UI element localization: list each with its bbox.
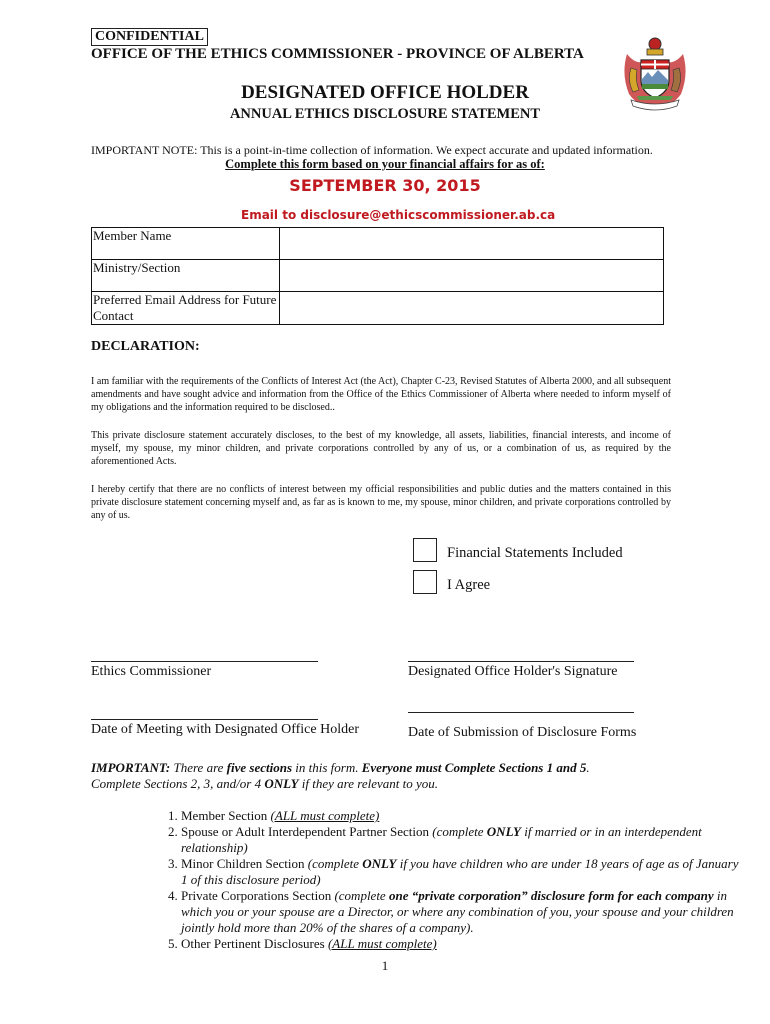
ethics-commissioner-label: Ethics Commissioner [91, 664, 212, 679]
meeting-date-label: Date of Meeting with Designated Office Holder [91, 722, 359, 737]
reporting-date: SEPTEMBER 30, 2015 [289, 176, 481, 195]
list-item [181, 808, 741, 824]
confidential-label: CONFIDENTIAL [91, 28, 208, 46]
section-note: (complete [307, 856, 363, 871]
submission-date-line[interactable] [408, 712, 634, 713]
section-note: in which you or your spouse are a Director, or where any combination of you, your spouse and your children jointly hold more than 20% of the shares of a company). [181, 888, 734, 935]
declaration-paragraph-3: I hereby certify that there are no conflicts of interest between my official responsibilities and public duties and the matters contained in this private disclosure statement concerning myself and, as far as is known to me, my spouse, minor children, and private corporations controlled by any of us. [91, 484, 671, 521]
section-note-bold: one “private corporation” disclosure form for each company [388, 888, 714, 903]
form-title: DESIGNATED OFFICE HOLDER [241, 82, 529, 103]
important-note: IMPORTANT NOTE: This is a point-in-time collection of information. We expect accurate and updated information. [91, 143, 653, 157]
important-text: if they are relevant to you. [298, 776, 438, 791]
declaration-paragraph-2: This private disclosure statement accurately discloses, to the best of my knowledge, all assets, liabilities, financial interests, and income of myself, my spouse, my minor children, and private corporations controlled by any of us, or a combination of us, as required by the aforementioned Acts. [91, 430, 671, 467]
holder-signature-label: Designated Office Holder's Signature [408, 664, 618, 679]
section-title: Other Pertinent Disclosures [181, 936, 328, 951]
sections-list [155, 808, 741, 952]
important-bold: five sections [226, 760, 293, 775]
meeting-date-line[interactable] [91, 719, 318, 720]
section-note: (ALL must complete) [327, 936, 437, 951]
complete-instruction: Complete this form based on your financial affairs for as of: [225, 157, 545, 171]
email-field[interactable] [280, 292, 664, 325]
ministry-field[interactable] [280, 260, 664, 292]
list-item [181, 824, 741, 856]
member-info-table [91, 227, 664, 325]
list-item [181, 888, 741, 936]
important-bold: ONLY [264, 776, 299, 791]
financial-statements-label: Financial Statements Included [447, 545, 623, 561]
member-name-field[interactable] [280, 228, 664, 260]
important-text: There are [170, 760, 227, 775]
important-text: . [586, 760, 590, 775]
section-note: (complete [334, 888, 389, 903]
page-number: 1 [381, 958, 389, 973]
list-item [181, 936, 741, 952]
email-label: Preferred Email Address for Future Contact [92, 292, 280, 325]
list-item [181, 856, 741, 888]
section-title: Member Section [181, 808, 271, 823]
important-text: Complete Sections 2, 3, and/or 4 [91, 776, 265, 791]
section-title: Private Corporations Section [181, 888, 335, 903]
section-title: Spouse or Adult Interdependent Partner Section [181, 824, 433, 839]
important-bold: Everyone must Complete Sections 1 and 5 [361, 760, 587, 775]
section-note-bold: ONLY [362, 856, 397, 871]
declaration-heading: DECLARATION: [91, 339, 200, 354]
member-name-label: Member Name [92, 228, 280, 260]
financial-statements-checkbox[interactable] [413, 538, 437, 562]
section-note: (complete [432, 824, 487, 839]
section-note: if you have children who are under 18 years of age as of January 1 of this disclosure period) [181, 856, 739, 887]
section-note: if married or in an interdependent relationship) [181, 824, 702, 855]
agree-label: I Agree [447, 577, 491, 593]
office-heading: OFFICE OF THE ETHICS COMMISSIONER - PROVINCE OF ALBERTA [91, 46, 584, 62]
important-instructions [91, 760, 691, 792]
important-text: in this form. [292, 760, 362, 775]
declaration-paragraph-1: I am familiar with the requirements of the Conflicts of Interest Act (the Act), Chapter C-23, Revised Statutes of Alberta 2000, and all subsequent amendments and have sought advice and information from the Office of the Ethics Commissioner of Alberta where needed to inform myself of my obligations and the information required to be disclosed.. [91, 376, 671, 413]
submission-date-label: Date of Submission of Disclosure Forms [408, 725, 637, 740]
form-subtitle: ANNUAL ETHICS DISCLOSURE STATEMENT [229, 106, 541, 122]
ethics-commissioner-line[interactable] [91, 661, 318, 662]
agree-checkbox[interactable] [413, 570, 437, 594]
important-lead: IMPORTANT: [91, 760, 171, 775]
section-title: Minor Children Section [181, 856, 308, 871]
section-note-bold: ONLY [486, 824, 521, 839]
submission-email: Email to disclosure@ethicscommissioner.ab.ca [241, 208, 556, 222]
holder-signature-line[interactable] [408, 661, 634, 662]
section-note: (ALL must complete) [270, 808, 380, 823]
ministry-label: Ministry/Section [92, 260, 280, 292]
